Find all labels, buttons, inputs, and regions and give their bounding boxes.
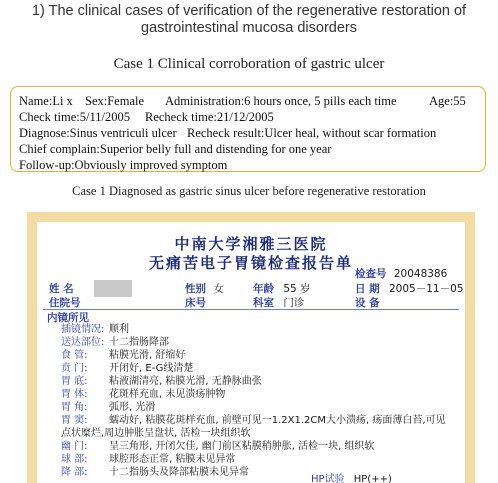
heading-line-1: 1) The clinical cases of verification of the regenerative restoration of	[31, 3, 467, 19]
report-title: 无痛苦电子胃镜检查报告单	[148, 254, 353, 272]
info-check-time: Check time:5/11/2005	[19, 110, 130, 124]
equipment-label: 设 备	[355, 297, 380, 309]
dept-field: 科室 门诊	[253, 297, 305, 309]
info-diagnose: Diagnose:Sinus ventriculi ulcer	[19, 126, 177, 140]
info-chief-complain: Chief complain:Superior belly full and distending for one year	[19, 142, 332, 156]
report-image-frame	[27, 212, 475, 483]
info-line-1	[19, 93, 477, 109]
case-title: Case 1 Clinical corroboration of gastric ulcer	[113, 56, 385, 72]
findings-heading: 内镜所见	[47, 312, 89, 324]
info-line-2	[19, 109, 477, 125]
finding-row: 胃 底: 粘液湖清亮, 粘膜光滑, 无静脉曲张	[61, 376, 262, 387]
info-recheck-result: Recheck result:Ulcer heal, without scar formation	[187, 126, 437, 140]
finding-row: 胃 体: 花斑样充血, 未见溃疡肿物	[61, 389, 226, 400]
bed-no-label: 床号	[185, 297, 206, 309]
age-field: 年龄 55 岁	[253, 283, 311, 295]
finding-row: 幽 门: 呈三角形, 开闭欠佳, 幽门前区粘膜稍肿胀, 活检一块, 组织软	[61, 441, 375, 452]
finding-row: 胃 角: 弧形, 光滑	[61, 402, 156, 413]
section-heading	[0, 3, 498, 37]
finding-row: 贲 门: 开闭好, E-G线清楚	[61, 363, 194, 374]
name-label: 姓 名	[49, 283, 74, 295]
info-administration: Administration:6 hours once, 5 pills each time	[165, 94, 397, 108]
info-line-3	[19, 125, 477, 141]
finding-row: 送达部位: 十二指肠降部	[61, 337, 169, 348]
finding-row: 食 管: 粘膜光滑, 舒缩好	[61, 350, 186, 361]
finding-row: 球 部: 球腔形态正常, 粘膜未见异常	[61, 454, 236, 465]
info-age: Age:55	[429, 94, 466, 108]
hospital-name: 中南大学湘雅三医院	[174, 235, 328, 253]
heading-line-2: gastrointestinal mucosa disorders	[141, 20, 357, 36]
info-follow-up: Follow-up:Obviously improved symptom	[19, 158, 228, 172]
header-rule	[43, 309, 459, 310]
hp-test: HP试验 HP(++)	[311, 474, 392, 483]
info-recheck-time: Recheck time:21/12/2005	[145, 110, 274, 124]
finding-row-antrum: 胃 窦: 蠕动好, 粘膜花斑样充血, 前壁可见一1.2X1.2CM大小溃疡, 疡面薄白苔,可见点状糜烂,周边肿胀呈盘状, 活检一块组织软	[61, 415, 446, 439]
redacted-name	[94, 280, 132, 297]
report-caption: Case 1 Diagnosed as gastric sinus ulcer before regenerative restoration	[72, 184, 426, 198]
finding-row: 降 部: 十二指肠头及降部粘膜未见异常	[61, 467, 249, 478]
info-sex: Sex:Female	[85, 94, 145, 108]
sex-field: 性别 女	[185, 283, 224, 295]
inpatient-no-label: 住院号	[49, 297, 81, 309]
check-no-field: 检查号 20048386	[355, 268, 448, 280]
info-name: Name:Li x	[19, 94, 73, 108]
finding-row: 插镜情况: 顺利	[61, 324, 129, 335]
endoscopy-report	[37, 222, 465, 483]
date-field: 日 期 2005－11－05	[355, 283, 464, 295]
patient-info-box	[10, 86, 486, 172]
